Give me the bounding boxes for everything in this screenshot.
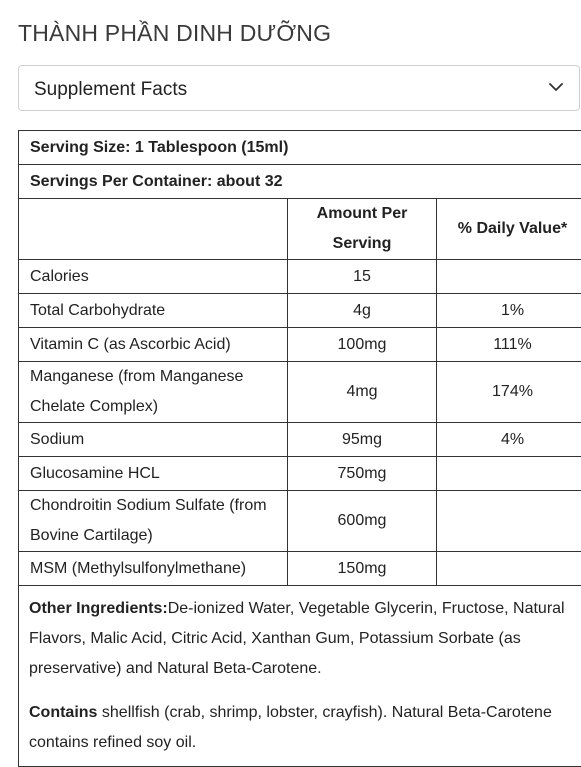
page-title: THÀNH PHẦN DINH DƯỠNG [18,20,331,47]
table-row [19,294,581,328]
nutrient-daily-value: 4% [437,423,581,457]
supplement-facts-table [18,130,581,767]
table-row [19,260,581,294]
nutrient-daily-value: 111% [437,328,581,362]
serving-size-row [19,131,581,165]
amount-per-serving-header: Amount Per Serving [288,199,437,260]
table-row [19,362,581,423]
chevron-down-icon [549,82,563,92]
other-ingredients-label: Other Ingredients: [29,600,168,617]
header-blank-cell [19,199,288,260]
nutrient-name: Total Carbohydrate [19,294,288,328]
dropdown-label: Supplement Facts [34,79,187,101]
serving-size: Serving Size: 1 Tablespoon (15ml) [19,131,581,165]
table-row [19,491,581,552]
nutrient-daily-value: 1% [437,294,581,328]
nutrient-name: Manganese (from Manganese Chelate Complex) [19,362,288,423]
table-row [19,328,581,362]
table-row [19,552,581,586]
nutrient-daily-value [437,260,581,294]
nutrient-name: Calories [19,260,288,294]
supplement-facts-dropdown[interactable] [18,65,580,111]
nutrient-name: Vitamin C (as Ascorbic Acid) [19,328,288,362]
contains-statement [29,698,578,758]
nutrient-amount: 600mg [288,491,437,552]
nutrient-name: MSM (Methylsulfonylmethane) [19,552,288,586]
notes-cell [19,586,581,767]
nutrient-amount: 4g [288,294,437,328]
nutrient-name: Chondroitin Sodium Sulfate (from Bovine Cartilage) [19,491,288,552]
table-row [19,457,581,491]
nutrient-amount: 100mg [288,328,437,362]
contains-text: shellfish (crab, shrimp, lobster, crayfish). Natural Beta-Carotene contains refined soy oil. [29,704,552,751]
other-ingredients-text: De-ionized Water, Vegetable Glycerin, Fructose, Natural Flavors, Malic Acid, Citric Acid, Xanthan Gum, Potassium Sorbate (as preservative) and Natural Beta-Carotene. [29,600,565,677]
nutrient-amount: 15 [288,260,437,294]
servings-per-container-row [19,165,581,199]
nutrient-name: Sodium [19,423,288,457]
column-header-row [19,199,581,260]
nutrient-amount: 750mg [288,457,437,491]
servings-per-container: Servings Per Container: about 32 [19,165,581,199]
nutrient-name: Glucosamine HCL [19,457,288,491]
contains-label: Contains [29,704,97,721]
daily-value-header: % Daily Value* [437,199,581,260]
nutrient-amount: 150mg [288,552,437,586]
nutrient-daily-value: 174% [437,362,581,423]
other-ingredients [29,594,578,684]
nutrient-daily-value [437,552,581,586]
nutrient-daily-value [437,491,581,552]
nutrient-amount: 95mg [288,423,437,457]
notes-row [19,586,581,767]
table-row [19,423,581,457]
nutrient-amount: 4mg [288,362,437,423]
nutrient-daily-value [437,457,581,491]
